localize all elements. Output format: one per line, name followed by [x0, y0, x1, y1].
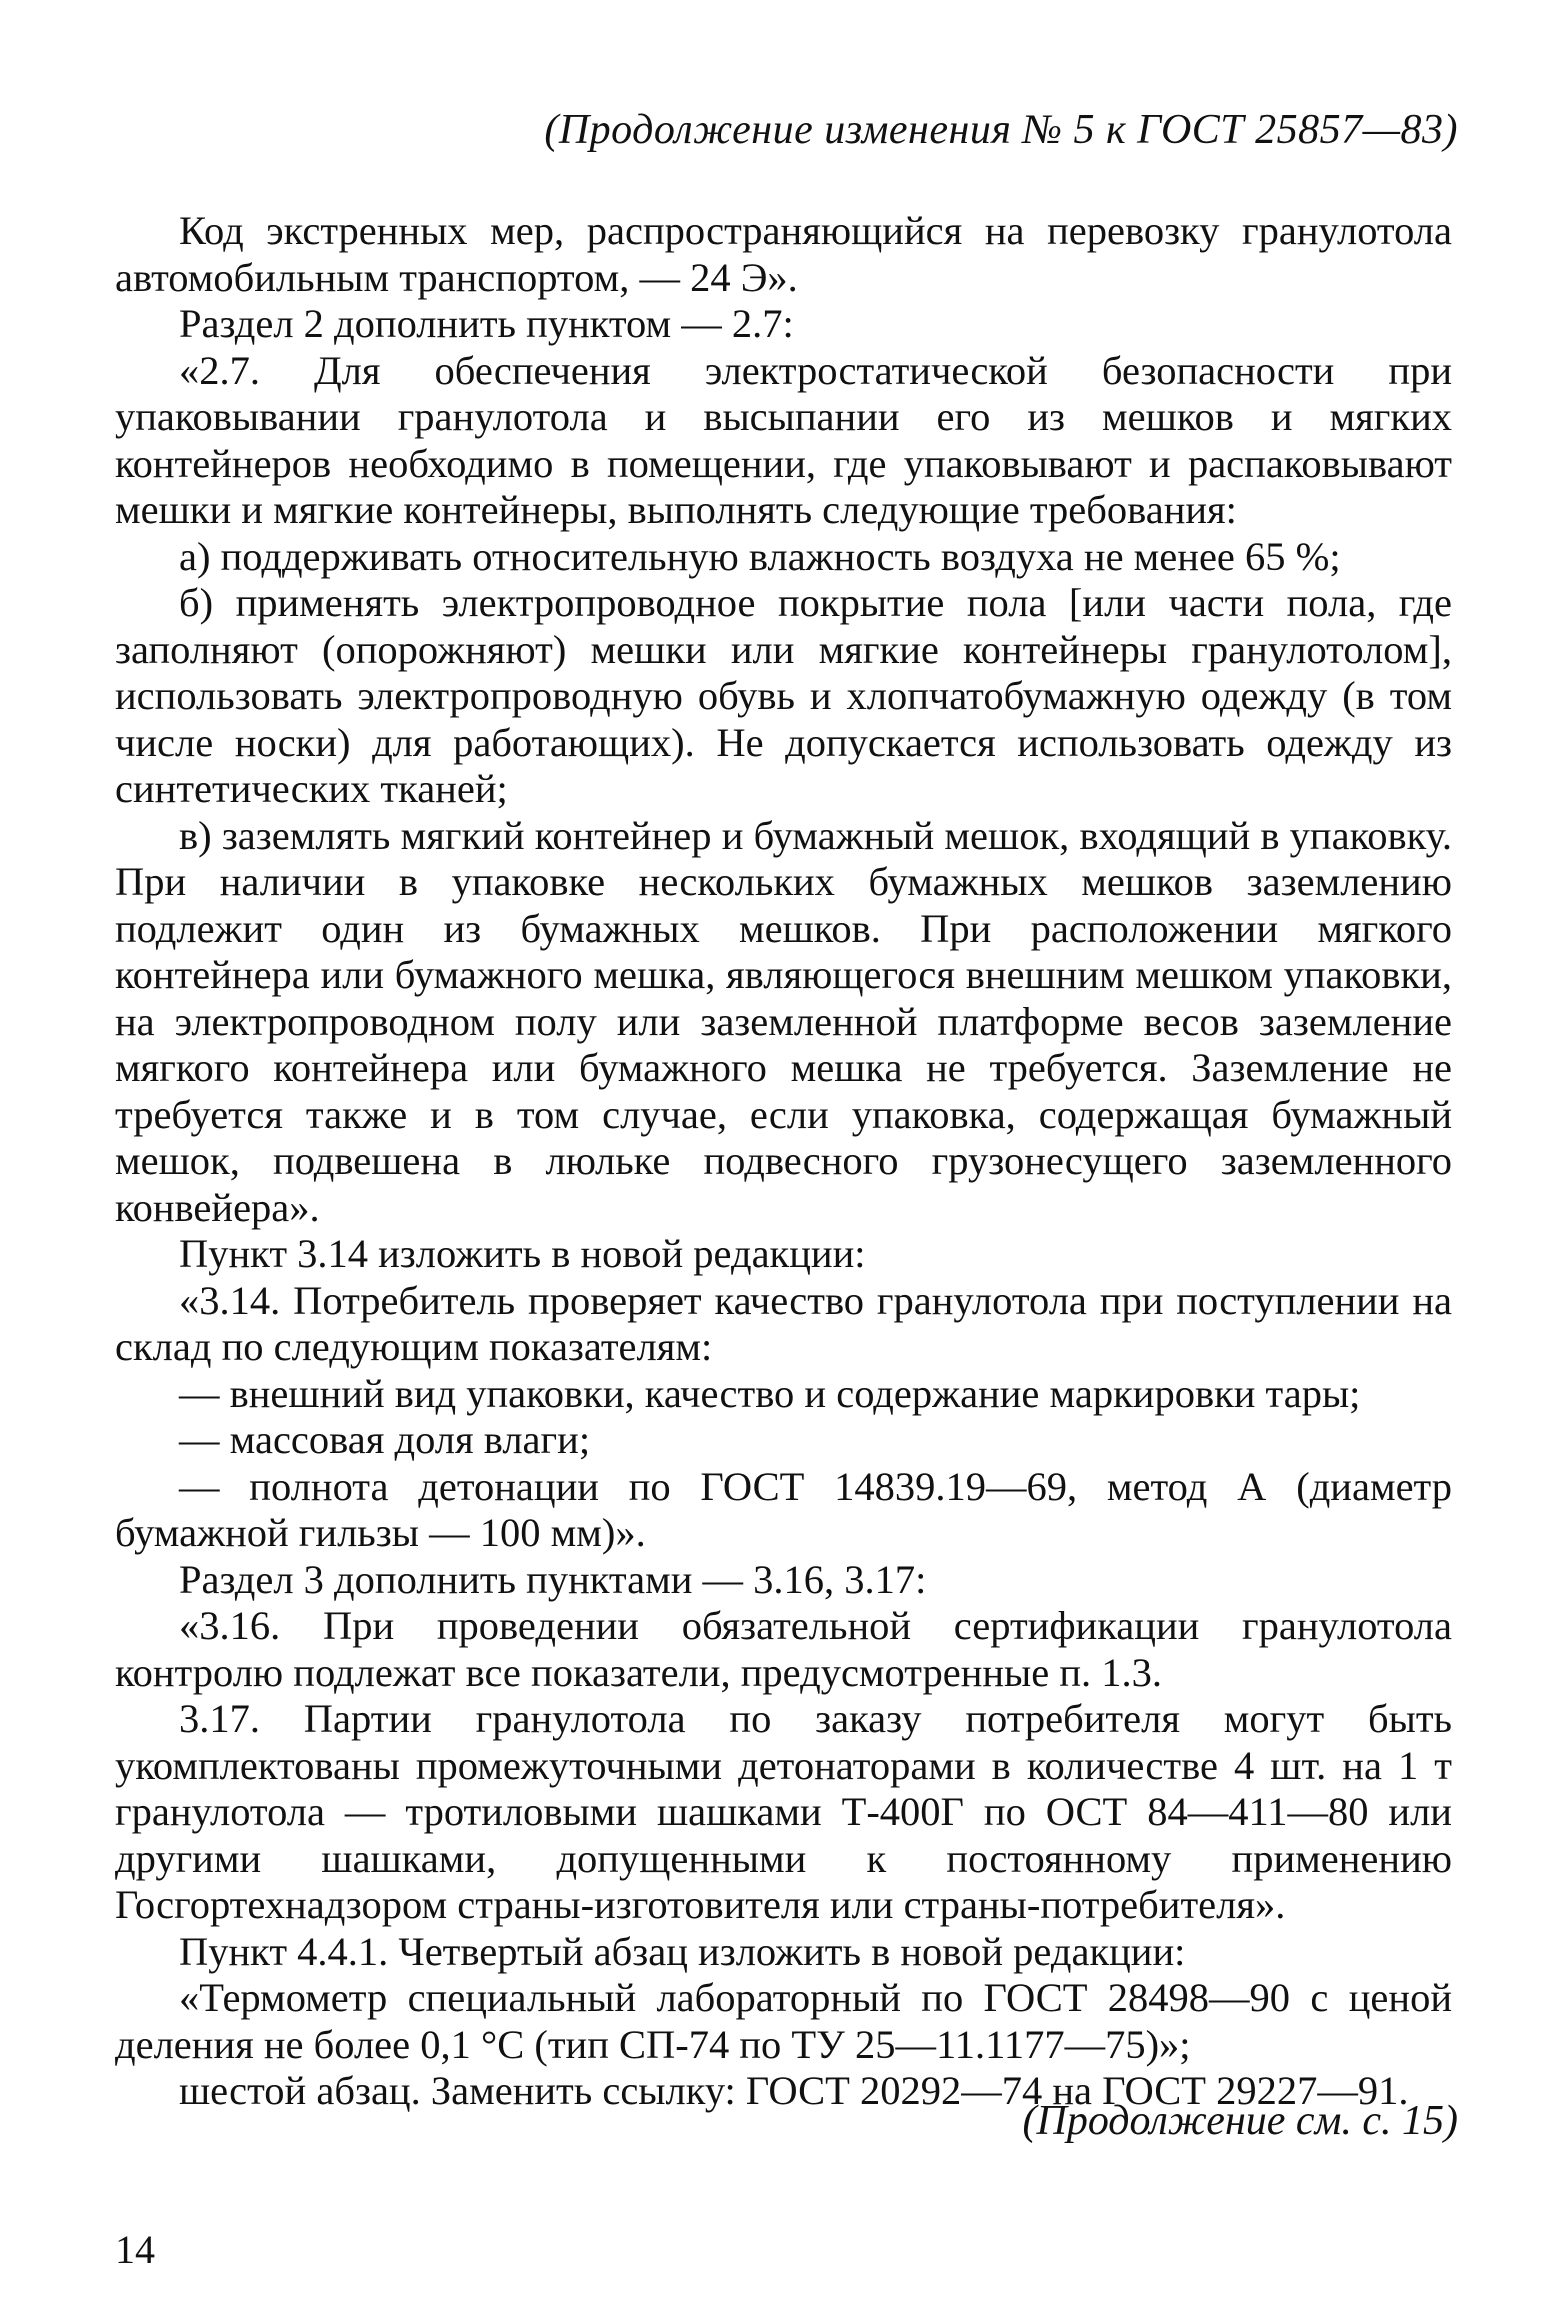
page-number: 14 — [115, 2227, 155, 2272]
paragraph: «Термометр специальный лабораторный по ГОСТ 28498—90 с ценой деления не более 0,1 °С (тип СП-74 по ТУ 25—11.1177—75)»; — [115, 1975, 1452, 2067]
paragraph: Пункт 4.4.1. Четвертый абзац изложить в новой редакции: — [179, 1928, 1186, 1974]
paragraph: 3.17. Партии гранулотола по заказу потребителя могут быть укомплектованы промежуточными детонаторами в количестве 4 шт. на 1 т гранулотола — тротиловыми шашками Т-400Г по ОСТ 84—411—80 или другими шашками, допущенными к постоянному применению Госгортехнадзором страны-изготовителя или страны-потребителя». — [115, 1696, 1452, 1927]
paragraph: а) поддерживать относительную влажность воздуха не менее 65 %; — [179, 533, 1341, 579]
paragraph: Код экстренных мер, распространяющийся на перевозку гранулотола автомобильным транспортом, — 24 Э». — [115, 208, 1452, 300]
running-header: (Продолжение изменения № 5 к ГОСТ 25857—83) — [544, 107, 1458, 153]
paragraph: Раздел 3 дополнить пунктами — 3.16, 3.17: — [179, 1556, 927, 1602]
paragraph: в) заземлять мягкий контейнер и бумажный мешок, входящий в упаковку. При наличии в упаковке нескольких бумажных мешков заземлению подлежит один из бумажных мешков. При расположении мягкого контейнера или бумажного мешка, являющегося внешним мешком упаковки, на электропроводном полу или заземленной платформе весов заземление мягкого контейнера или бумажного мешка не требуется. Заземление не требуется также и в том случае, если упаковка, содержащая бумажный мешок, подвешена в люльке подвесного грузонесущего заземленного конвейера». — [115, 812, 1452, 1230]
paragraph: «2.7. Для обеспечения электростатической безопасности при упаковывании гранулотола и высыпании его из мешков и мягких контейнеров необходимо в помещении, где упаковывают и распаковывают мешки и мягкие контейнеры, выполнять следующие требования: — [115, 347, 1452, 532]
paragraph: — внешний вид упаковки, качество и содержание маркировки тары; — [179, 1370, 1361, 1416]
paragraph: — массовая доля влаги; — [179, 1417, 591, 1462]
body-text — [115, 208, 1452, 2115]
paragraph: шестой абзац. Заменить ссылку: ГОСТ 20292—74 на ГОСТ 29227—91. — [179, 2068, 1409, 2113]
paragraph: Раздел 2 дополнить пунктом — 2.7: — [179, 301, 794, 346]
continuation-note: (Продолжение см. с. 15) — [1022, 2098, 1458, 2144]
paragraph: Пункт 3.14 изложить в новой редакции: — [179, 1231, 866, 1276]
paragraph: — полнота детонации по ГОСТ 14839.19—69, метод А (диаметр бумажной гильзы — 100 мм)». — [115, 1463, 1452, 1555]
paragraph: «3.14. Потребитель проверяет качество гранулотола при поступлении на склад по следующим показателям: — [115, 1277, 1452, 1369]
paragraph: «3.16. При проведении обязательной сертификации гранулотола контролю подлежат все показатели, предусмотренные п. 1.3. — [115, 1603, 1452, 1695]
paragraph: б) применять электропроводное покрытие пола [или части пола, где заполняют (опорожняют) мешки или мягкие контейнеры гранулотолом], использовать электропроводную обувь и хлопчатобумажную одежду (в том числе носки) для работающих). Не допускается использовать одежду из синтетических тканей; — [115, 580, 1452, 811]
